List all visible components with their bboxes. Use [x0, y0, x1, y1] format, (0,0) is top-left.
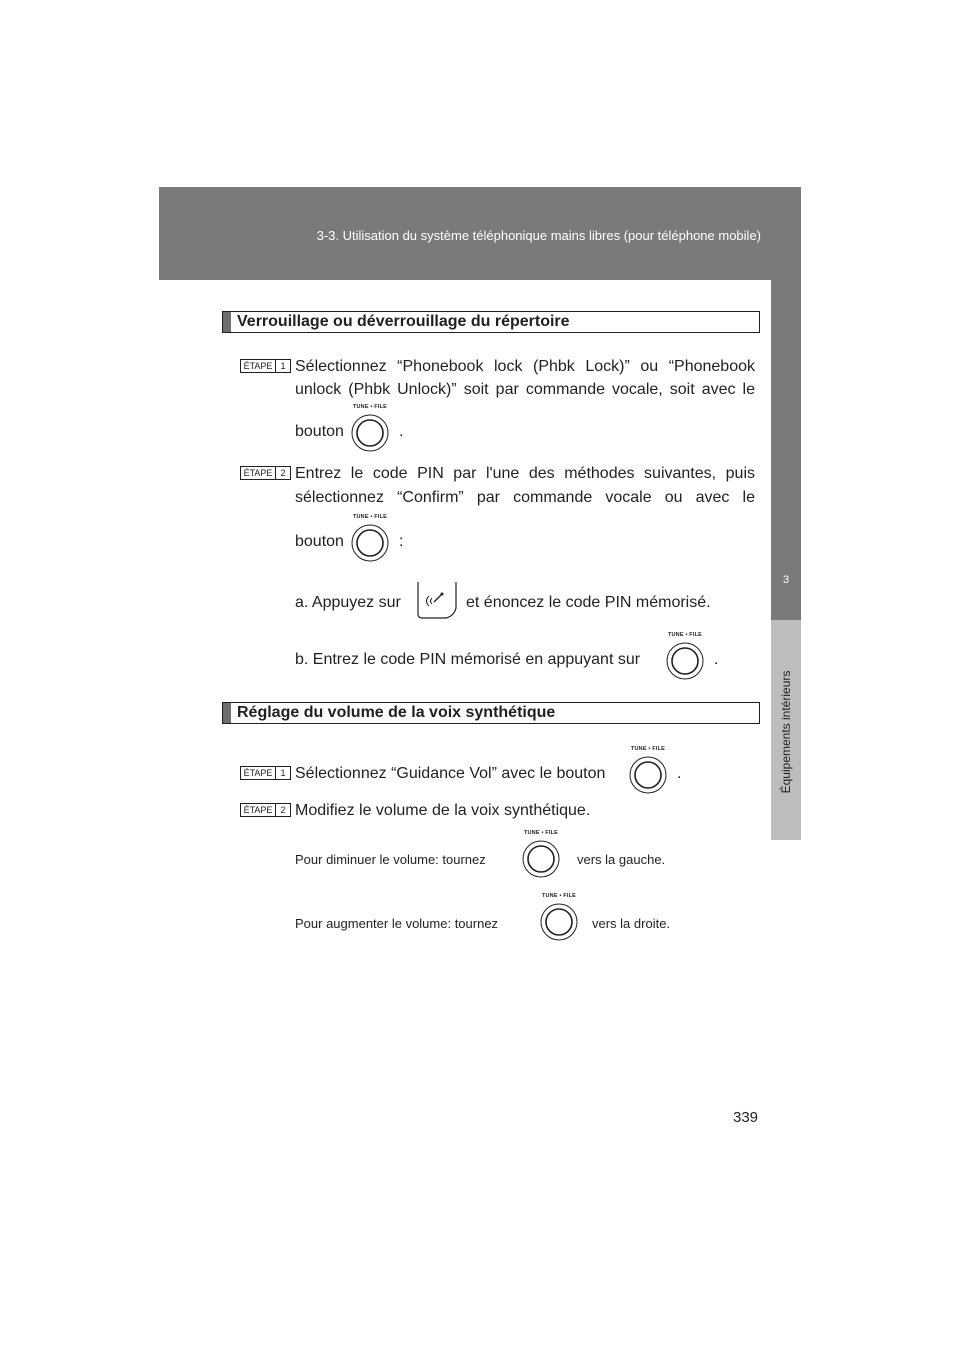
option-b-text: .	[714, 651, 719, 668]
breadcrumb: 3-3. Utilisation du système téléphonique mains libres (pour téléphone mobile)	[316, 228, 761, 243]
option-a-text: et énoncez le code PIN mémorisé.	[466, 594, 711, 611]
step-label: ÉTAPE	[241, 467, 275, 479]
option-a-text: a. Appuyez sur	[295, 594, 401, 611]
knob-caption: TUNE • FILE	[352, 514, 388, 520]
tune-file-knob-icon	[624, 746, 672, 796]
heading-bar	[223, 703, 231, 723]
tune-file-knob-icon	[346, 404, 394, 454]
chapter-label: Équipements intérieurs	[779, 670, 793, 794]
step-badge	[240, 803, 291, 817]
tune-file-knob-icon	[517, 830, 565, 880]
knob-caption: TUNE • FILE	[541, 893, 577, 899]
tune-file-knob-icon	[346, 514, 394, 564]
step-number: 2	[275, 804, 290, 816]
chapter-tab	[771, 280, 801, 620]
step-label: ÉTAPE	[241, 767, 275, 779]
step-text: .	[399, 423, 404, 440]
section-title: Verrouillage ou déverrouillage du répertoire	[237, 313, 570, 330]
chapter-number: 3	[782, 574, 790, 586]
step-badge	[240, 359, 291, 373]
step-text: Entrez le code PIN par l'une des méthodes suivantes, puis	[295, 465, 755, 482]
step-text: :	[399, 533, 404, 550]
tune-file-knob-icon	[661, 632, 709, 682]
step-text: Sélectionnez “Phonebook lock (Phbk Lock)” ou “Phonebook	[295, 358, 755, 375]
decrease-volume-text: vers la gauche.	[577, 852, 666, 867]
knob-caption: TUNE • FILE	[523, 830, 559, 836]
step-number: 2	[275, 467, 290, 479]
step-label: ÉTAPE	[241, 360, 275, 372]
section-heading-voice-volume	[222, 702, 760, 724]
step-label: ÉTAPE	[241, 804, 275, 816]
talk-switch-icon	[416, 580, 458, 625]
step-text: Modifiez le volume de la voix synthétique.	[295, 802, 591, 819]
option-b-text: b. Entrez le code PIN mémorisé en appuyant sur	[295, 651, 641, 668]
knob-caption: TUNE • FILE	[352, 404, 388, 410]
knob-caption: TUNE • FILE	[667, 632, 703, 638]
chapter-header	[159, 187, 801, 280]
step-text: .	[677, 765, 682, 782]
step-number: 1	[275, 360, 290, 372]
step-text: unlock (Phbk Unlock)” soit par commande vocale, soit avec le	[295, 381, 755, 398]
increase-volume-text: vers la droite.	[592, 916, 671, 931]
step-badge	[240, 466, 291, 480]
step-number: 1	[275, 767, 290, 779]
knob-caption: TUNE • FILE	[630, 746, 666, 752]
tune-file-knob-icon	[535, 893, 583, 943]
page-number: 339	[733, 1109, 759, 1126]
step-text: sélectionnez “Confirm” par commande vocale ou avec le	[295, 489, 755, 506]
step-text: Sélectionnez “Guidance Vol” avec le bouton	[295, 765, 606, 782]
decrease-volume-text: Pour diminuer le volume: tournez	[295, 852, 486, 867]
increase-volume-text: Pour augmenter le volume: tournez	[295, 916, 499, 931]
heading-bar	[223, 312, 231, 332]
step-badge	[240, 766, 291, 780]
section-title: Réglage du volume de la voix synthétique	[237, 704, 556, 721]
step-text: bouton	[295, 423, 344, 440]
section-heading-phonebook-lock	[222, 311, 760, 333]
step-text: bouton	[295, 533, 344, 550]
